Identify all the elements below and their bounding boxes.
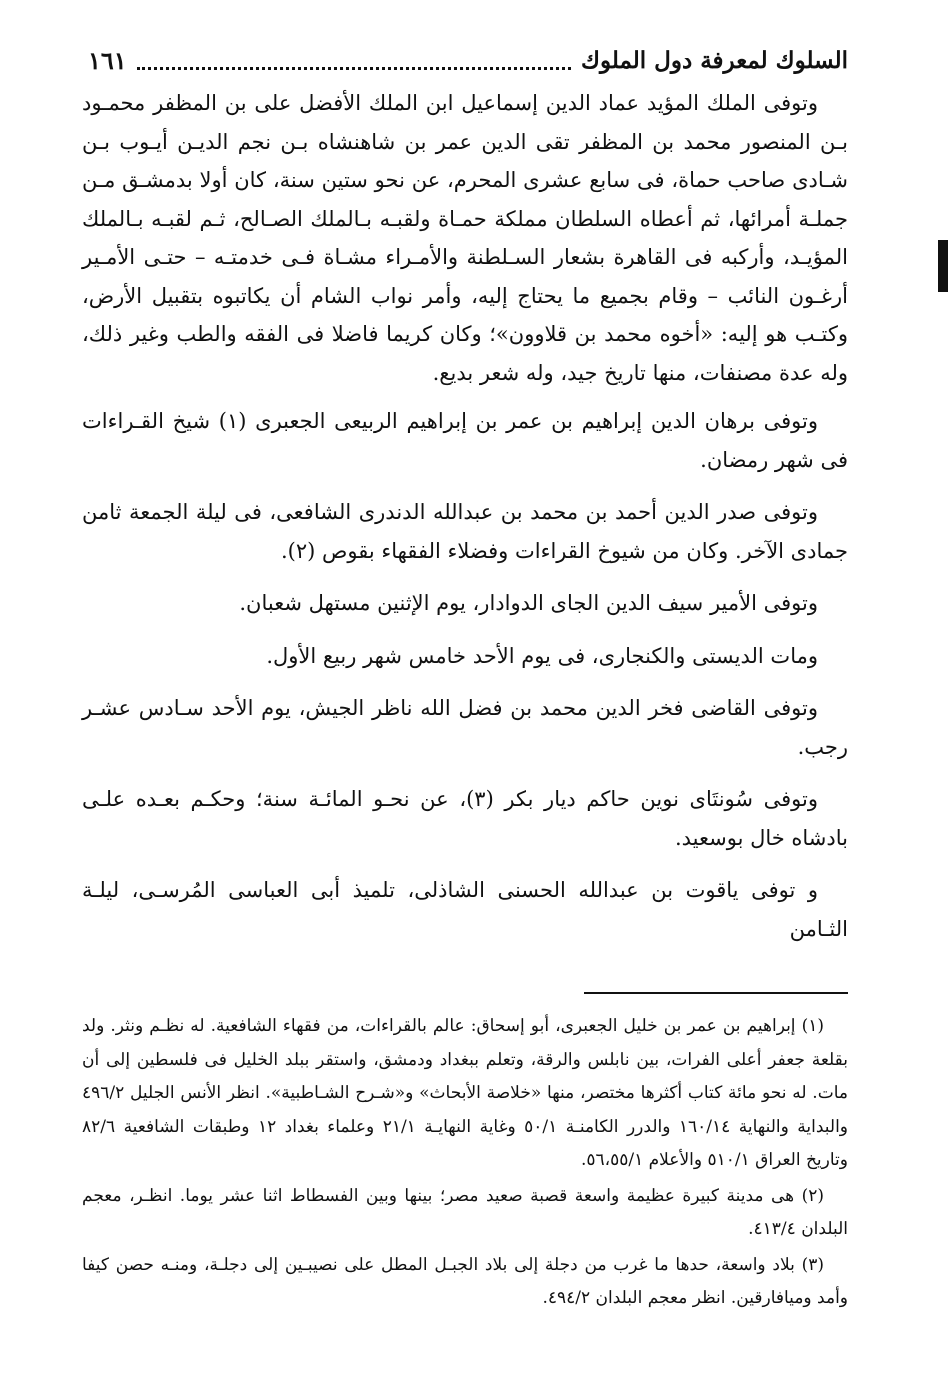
footnote-3: (٣) بلاد واسعة، حدها ما غرب من دجلة إلى بلاد الجبـل المطل على نصيبـين إلى دجلـة، ومنـه حصن كيفا وأمد وميافارقين. انظر معجم البلدان ٤٩٤/٢. [82,1254,848,1308]
paragraph-fadlallah: وتوفى القاضى فخر الدين محمد بن فضل الله ناظر الجيش، يوم الأحد سـادس عشـر رجب. [82,696,848,759]
footnote-divider [584,992,848,994]
running-header [88,40,848,80]
margin-bar-mark [938,240,948,292]
paragraph-al-disti: ومات الديستى والكنجارى، فى يوم الأحد خامس شهر ربيع الأول. [266,643,818,668]
paragraph-yaqut: و توفى ياقوت بن عبدالله الحسنى الشاذلى، تلميذ أبى العباسى المُرسـى، ليلـة الثـامن [82,878,848,941]
paragraph-sontay: وتوفى سُونتَاى نوين حاكم ديار بكر (٣)، عن نحـو المائـة سنة؛ وحكـم بعـده علـى بادشاه خال بوسعيد. [82,787,848,850]
running-title: السلوك لمعرفة دول الملوك [580,46,848,74]
paragraph-aljay: وتوفى الأمير سيف الدين الجاى الدوادار، يوم الإثنين مستهل شعبان. [239,591,818,615]
header-dot-leader [137,67,571,70]
paragraph-al-dandari: وتوفى صدر الدين أحمد بن محمد بن عبدالله الدندرى الشافعى، فى ليلة الجمعة ثامن جمادى الآخر. وكان من شيوخ القراءات وفضلاء الفقهاء بقوص (٢). [82,500,848,563]
footnote-2: (٢) هى مدينة كبيرة عظيمة واسعة قصبة صعيد مصر؛ بينها وبين الفسطاط اثنا عشر يوما. انظـر، معجم البلدان ٤١٣/٤. [82,1185,848,1239]
page-number: ١٦١ [88,45,127,75]
footnote-1: (١) إبراهيم بن عمر بن خليل الجعبرى، أبو إسحاق: عالم بالقراءات، من فقهاء الشافعية. له نظـم ونثر. ولد بقلعة جعفر أعلى الفرات، بين نابلس والرقة، وتعلم ببغداد ودمشق، واستقر ببلد الخليل فى فلسطين إلى أن مات. له نحو مائة كتاب أكثرها مختصر، منها «خلاصة الأبحاث» و«شـرح الشـاطبية». انظر الأنس الجليل ٤٩٦/٢ والبداية والنهاية ١٦٠/١٤ والدرر الكامنـة ٥٠/١ وغاية النهايـة ٢١/١ وعلماء بغداد ١٢ وطبقات الشافعية ٨٢/٦ وتاريخ العراق ٥١٠/١ والأعلام ٥٦،٥٥/١. [82,1016,849,1170]
paragraph-al-jabari: وتوفى برهان الدين إبراهيم بن عمر بن إبراهيم الربيعى الجعبرى (١) شيخ القـراءات فى شهر رمضان. [82,409,848,472]
footnotes [82,1010,848,1318]
paragraph-al-muayyad: وتوفى الملك المؤيد عماد الدين إسماعيل ابن الملك الأفضل على بن المظفر محمـود بـن المنصور محمد بن المظفر تقى الدين عمر بن شاهنشاه بـن نجم الديـن أيـوب بـن شـادى صاحب حماة، فى سابع عشرى المحرم، عن نحو ستين سنة، كان أولا بدمشـق مـن جملـة أمرائها، ثم أعطاه السلطان مملكة حمـاة ولقبـه بـالملك الصـالح، ثـم لقبـه بـالملك المؤيـد، وأركبه فى القاهرة بشعار السـلطنة والأمـراء مشـاة فـى خدمتـه – حتـى الأمـير أرغـون النائب – وقام بجميع ما يحتاج إليه، وأمر نواب الشام أن يكاتبوه بتقبيل الأرض، وكتـب هو إليه: «أخوه محمد بن قلاوون»؛ وكان كريما فاضلا فى الفقه والطب وغير ذلك، وله عدة مصنفات، منها تاريخ جيد، وله شعر بديع. [82,91,848,385]
main-text [82,84,848,962]
